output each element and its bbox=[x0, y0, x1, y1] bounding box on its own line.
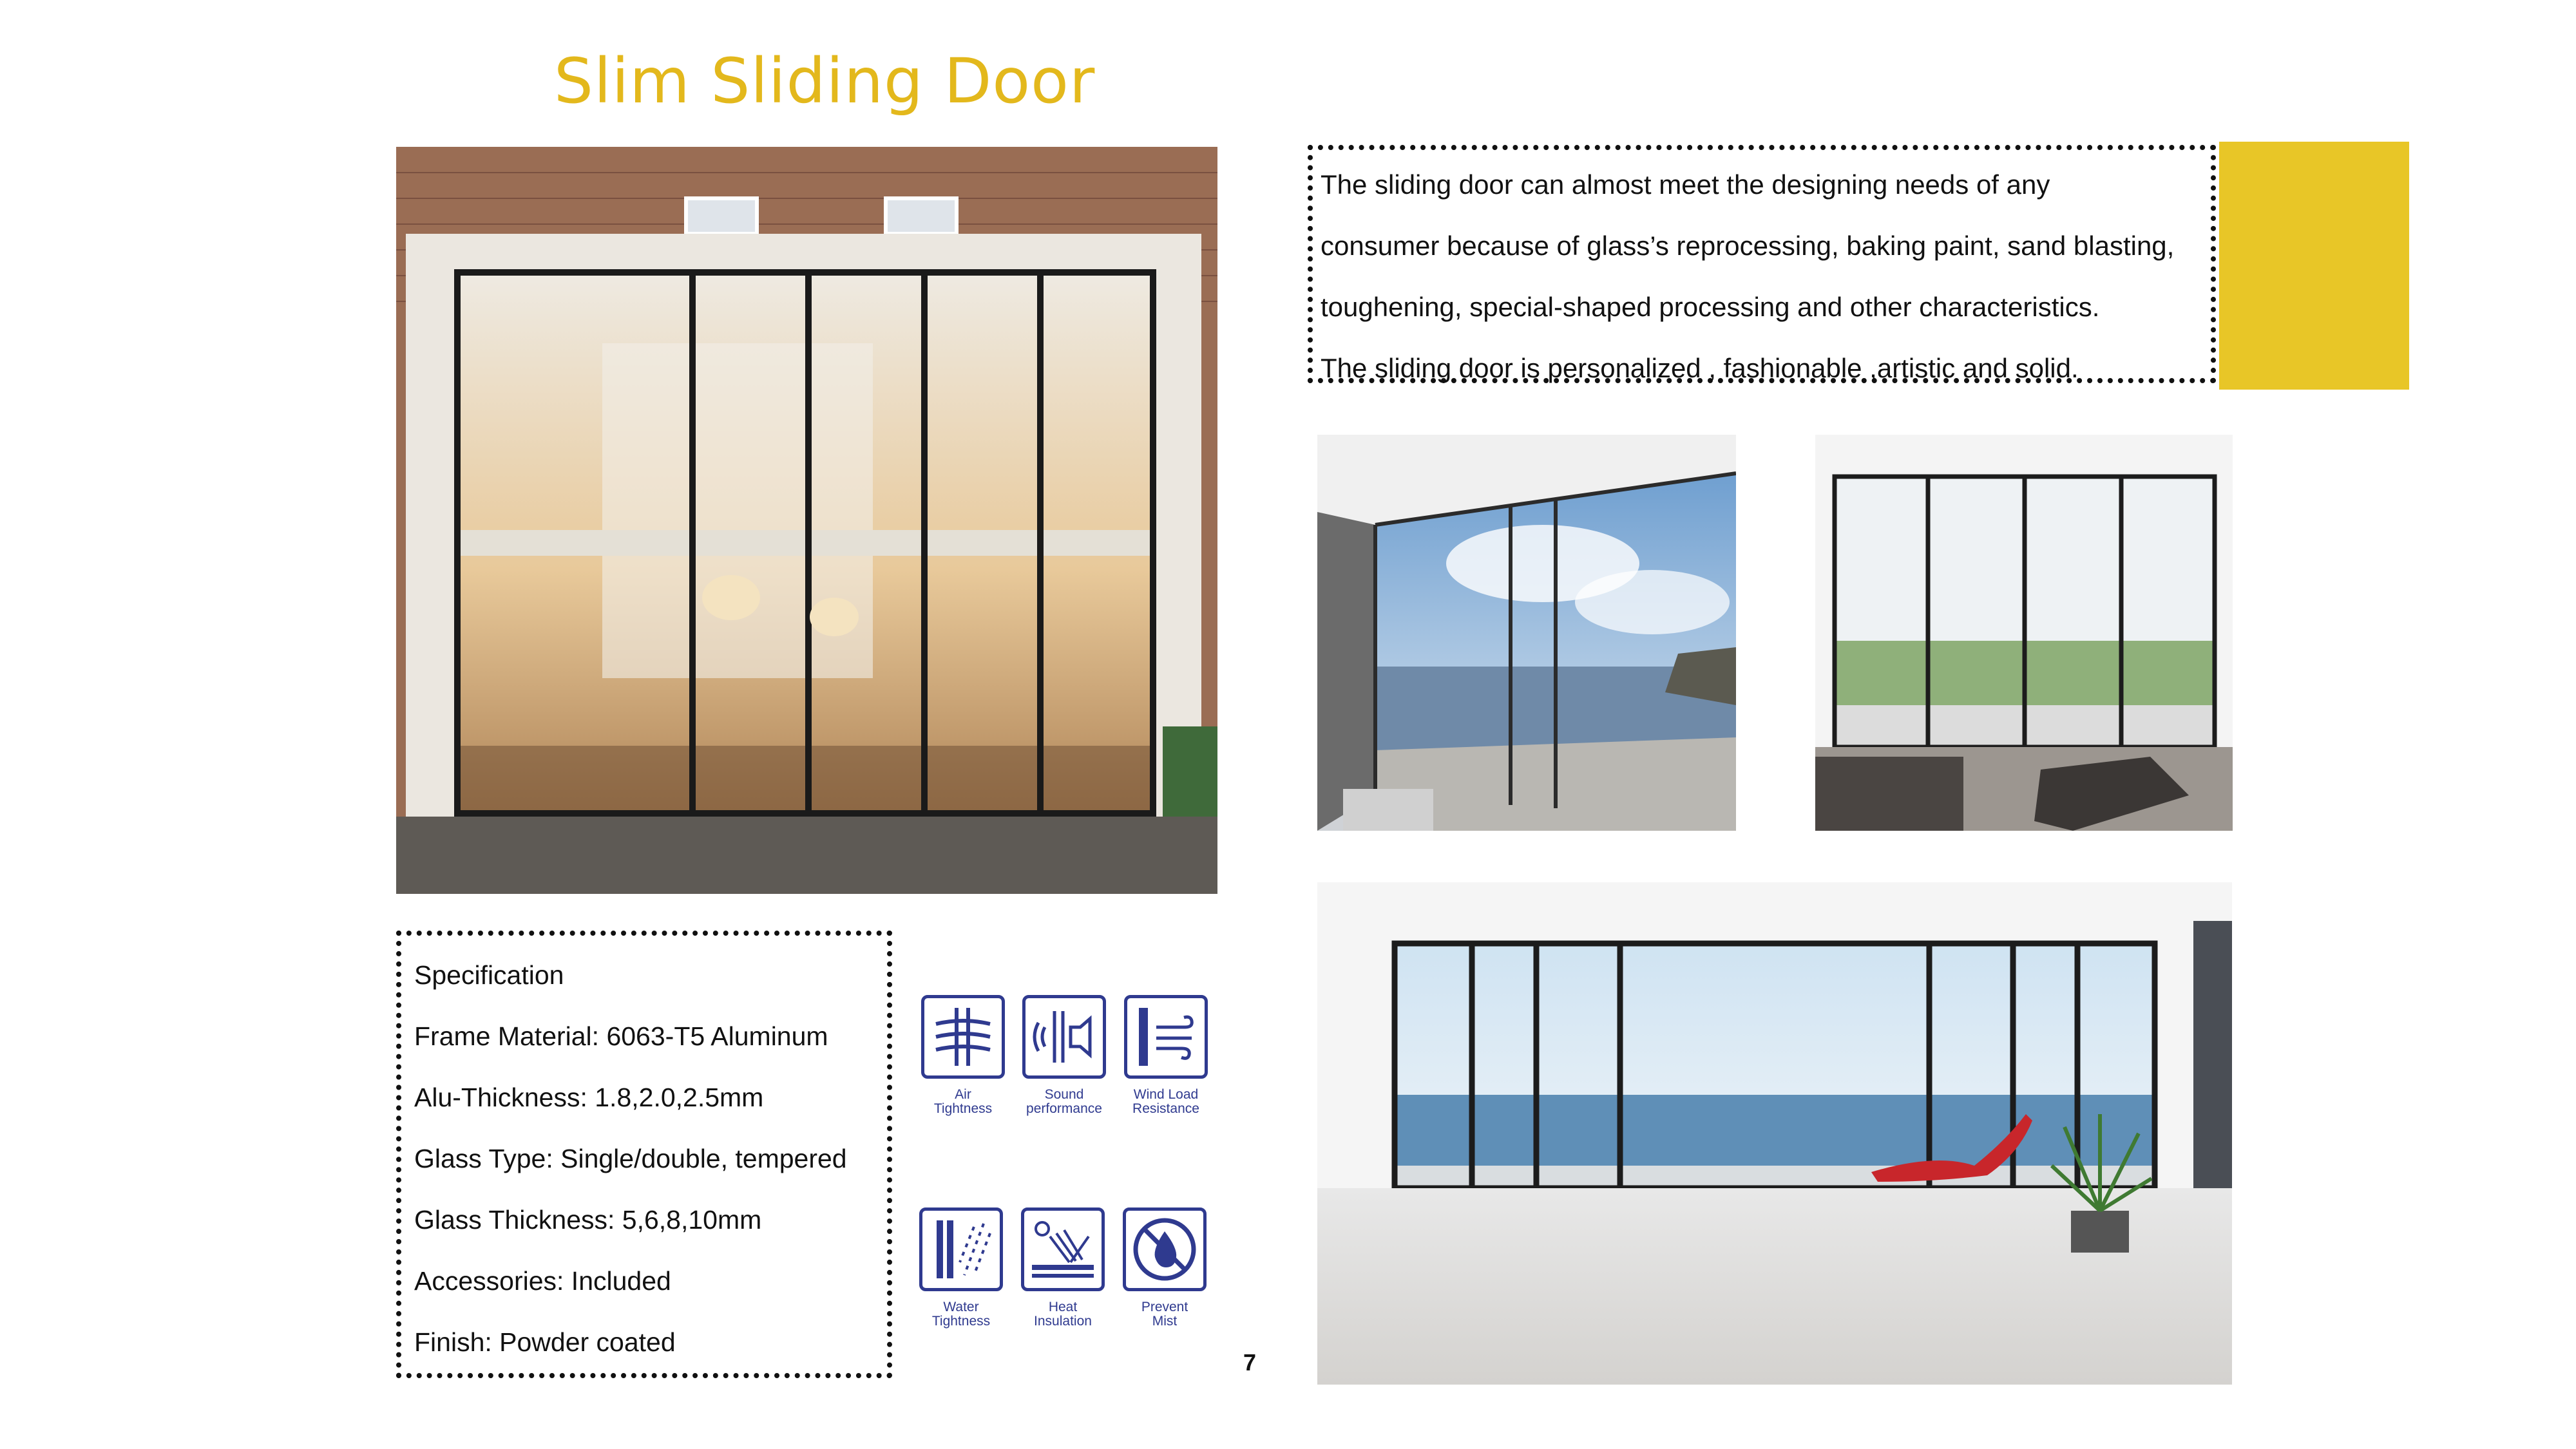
spec-line: Alu-Thickness: 1.8,2.0,2.5mm bbox=[414, 1083, 764, 1112]
description-line: consumer because of glass’s reprocessing, baking paint, sand blasting, bbox=[1321, 231, 2175, 261]
panorama-photo bbox=[1317, 882, 2232, 1385]
water-tightness-icon bbox=[922, 1211, 1000, 1288]
feature-air-tightness bbox=[918, 995, 1008, 1116]
description-line: The sliding door is personalized , fashionable ,artistic and solid. bbox=[1321, 353, 2079, 383]
feature-label: Prevent Mist bbox=[1141, 1300, 1188, 1329]
spec-line: Accessories: Included bbox=[414, 1266, 671, 1296]
wind-load-icon bbox=[1127, 998, 1205, 1075]
sea-corner-photo bbox=[1317, 435, 1736, 831]
feature-heat-insulation bbox=[1018, 1208, 1108, 1329]
feature-wind-load bbox=[1121, 995, 1211, 1116]
description-box bbox=[1308, 145, 2216, 383]
accent-block bbox=[2219, 142, 2409, 390]
description-line: The sliding door can almost meet the designing needs of any bbox=[1321, 169, 2050, 200]
feature-label: Heat Insulation bbox=[1034, 1300, 1092, 1329]
feature-label: Sound performance bbox=[1026, 1087, 1102, 1116]
feature-label: Air Tightness bbox=[933, 1087, 993, 1116]
feature-sound-performance bbox=[1019, 995, 1109, 1116]
description-line: toughening, special-shaped processing and other characteristics. bbox=[1321, 292, 2100, 322]
spec-heading: Specification bbox=[414, 960, 564, 990]
feature-label: Wind Load Resistance bbox=[1132, 1087, 1199, 1116]
prevent-mist-icon bbox=[1126, 1211, 1203, 1288]
heat-insulation-icon bbox=[1024, 1211, 1102, 1288]
spec-line: Finish: Powder coated bbox=[414, 1327, 676, 1357]
page-number: 7 bbox=[1243, 1349, 1257, 1376]
air-tightness-icon bbox=[924, 998, 1002, 1075]
spec-line: Frame Material: 6063-T5 Aluminum bbox=[414, 1021, 828, 1051]
spec-line: Glass Thickness: 5,6,8,10mm bbox=[414, 1205, 762, 1235]
feature-water-tightness bbox=[916, 1208, 1006, 1329]
specification-box bbox=[396, 931, 892, 1378]
house-photo bbox=[396, 147, 1217, 894]
feature-prevent-mist bbox=[1120, 1208, 1210, 1329]
spec-line: Glass Type: Single/double, tempered bbox=[414, 1144, 847, 1173]
sound-performance-icon bbox=[1026, 998, 1103, 1075]
feature-label: Water Tightness bbox=[931, 1300, 991, 1329]
bedroom-photo bbox=[1815, 435, 2233, 831]
page-title: Slim Sliding Door bbox=[554, 45, 1096, 117]
